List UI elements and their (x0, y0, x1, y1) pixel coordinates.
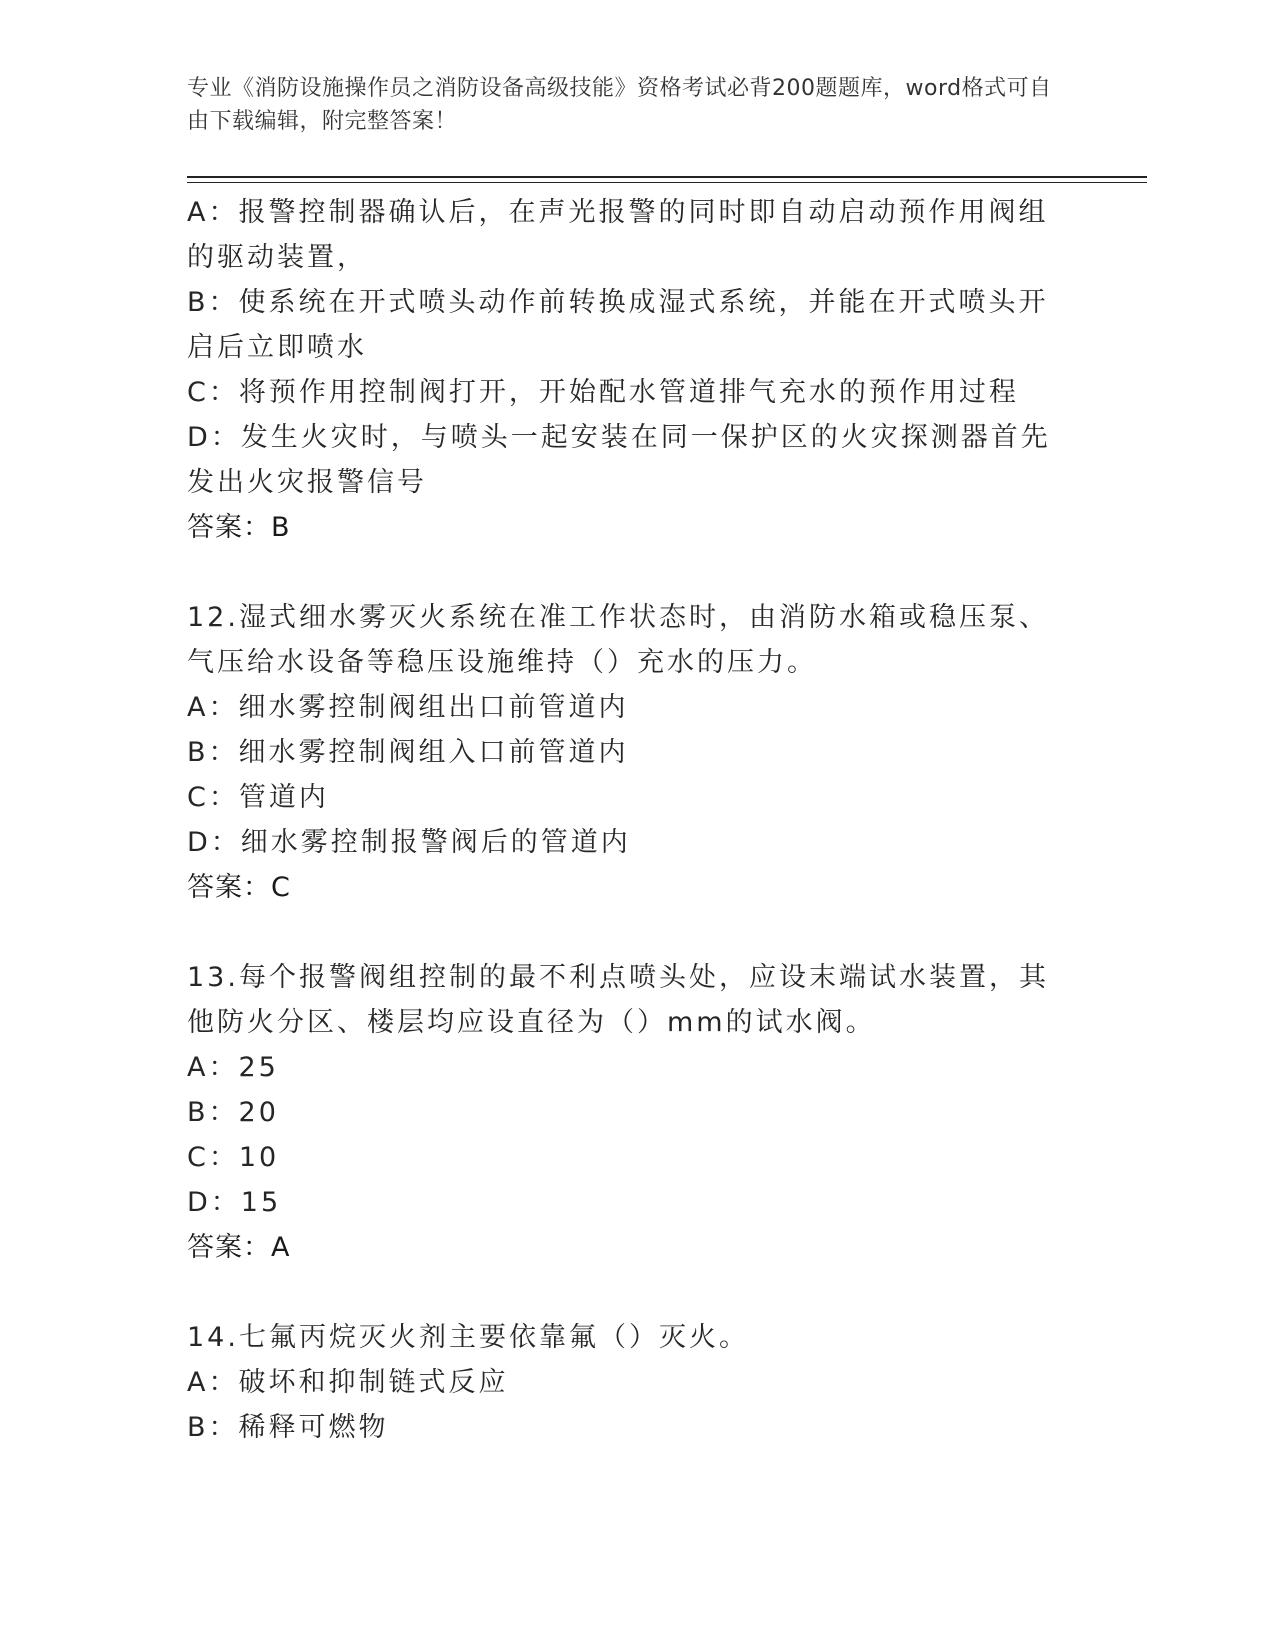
question-stem: 14.七氟丙烷灭火剂主要依靠氟（）灭火。 (187, 1322, 749, 1353)
option-d: D：15 (187, 1187, 282, 1218)
header-divider-thick (187, 176, 1147, 178)
option-b: B：稀释可燃物 (187, 1412, 389, 1443)
answer-line: 答案：B (187, 512, 291, 543)
option-a: A：25 (187, 1052, 279, 1083)
answer-line: 答案：C (187, 872, 291, 903)
spacer (187, 910, 1067, 955)
answer-line: 答案：A (187, 1232, 291, 1263)
option-d: D：发生火灾时，与喷头一起安装在同一保护区的火灾探测器首先发出火灾报警信号 (187, 422, 1051, 498)
option-b: B：20 (187, 1097, 279, 1128)
header-divider-thin (187, 182, 1147, 183)
option-b: B：细水雾控制阀组入口前管道内 (187, 737, 629, 768)
option-b: B：使系统在开式喷头动作前转换成湿式系统，并能在开式喷头开启后立即喷水 (187, 287, 1049, 363)
option-a: A：破坏和抑制链式反应 (187, 1367, 509, 1398)
question-list (187, 190, 1067, 1450)
question-block (187, 190, 1067, 550)
option-c: C：10 (187, 1142, 280, 1173)
question-block (187, 955, 1067, 1270)
option-c: C：管道内 (187, 782, 329, 813)
question-stem: 12.湿式细水雾灭火系统在准工作状态时，由消防水箱或稳压泵、气压给水设备等稳压设施维持（）充水的压力。 (187, 602, 1049, 678)
spacer (187, 1270, 1067, 1315)
option-a: A：报警控制器确认后，在声光报警的同时即自动启动预作用阀组的驱动装置， (187, 197, 1049, 273)
question-block (187, 1315, 1067, 1450)
option-a: A：细水雾控制阀组出口前管道内 (187, 692, 629, 723)
option-c: C：将预作用控制阀打开，开始配水管道排气充水的预作用过程 (187, 377, 1019, 408)
document-title: 专业《消防设施操作员之消防设备高级技能》资格考试必背200题题库，word格式可自由下载编辑，附完整答案！ (187, 76, 1052, 134)
question-block (187, 595, 1067, 910)
question-stem: 13.每个报警阀组控制的最不利点喷头处，应设末端试水装置，其他防火分区、楼层均应设直径为（）mm的试水阀。 (187, 962, 1049, 1038)
spacer (187, 550, 1067, 595)
option-d: D：细水雾控制报警阀后的管道内 (187, 827, 631, 858)
document-header (187, 72, 1067, 138)
